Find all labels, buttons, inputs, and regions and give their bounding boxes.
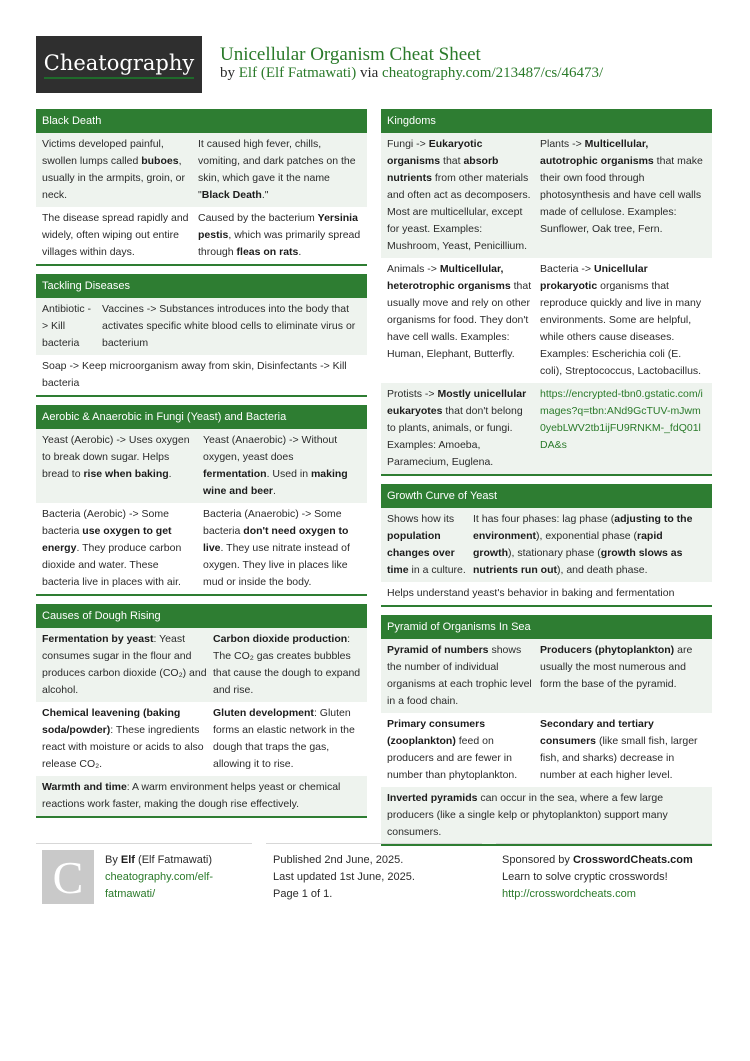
left-column (36, 109, 367, 826)
footer-author: By Elf (Elf Fatmawati) cheatography.com/elf-fatmawati/ (105, 852, 225, 903)
table-row: Helps understand yeast's behavior in baking and fermentation (387, 587, 675, 599)
table-row (36, 133, 367, 207)
table-row (36, 628, 367, 702)
table-cell: Secondary and tertiary consumers (like small fish, larger fish, and sharks) decrease in number at each higher level. (540, 718, 698, 781)
section-title: Aerobic & Anaerobic in Fungi (Yeast) and Bacteria (36, 405, 367, 429)
table-cell: Animals -> Multicellular, heterotrophic organisms that usually move and rely on other organisms for food. They don't have cell walls. Examples: Human, Elephant, Butterfly. (387, 263, 532, 360)
footer-sponsor: Sponsored by CrosswordCheats.com Learn to solve cryptic crosswords! http://crosswordcheats.com (502, 852, 693, 903)
author-name[interactable]: Elf (120, 854, 135, 866)
table-cell: Primary consumers (zooplankton) feed on producers and are fewer in number than phytoplankton. (387, 718, 518, 781)
table-row (36, 503, 367, 594)
table-row (381, 383, 712, 474)
sponsor-link[interactable]: http://crosswordcheats.com (502, 888, 636, 900)
sheet-url-link[interactable]: cheatography.com/213487/cs/46473/ (382, 65, 604, 81)
table-row (381, 713, 712, 787)
section-tackling-diseases (36, 274, 367, 397)
table-cell: Victims developed painful, swollen lumps called buboes, usually in the armpits, groin, or neck. (42, 138, 185, 201)
table-row: Warmth and time: A warm environment helps yeast or chemical reactions work faster, making the dough rise effectively. (36, 776, 367, 816)
footer-publish-info: Published 2nd June, 2025. Last updated 1st June, 2025. Page 1 of 1. (273, 854, 415, 900)
table-row (381, 639, 712, 713)
sponsor-name[interactable]: CrosswordCheats.com (572, 854, 693, 866)
table-row: Inverted pyramids can occur in the sea, where a few large producers (like a single kelp or phytoplankton) support many consumers. (381, 787, 712, 844)
section-title: Kingdoms (381, 109, 712, 133)
author-link[interactable]: Elf (Elf Fatmawati) (238, 65, 357, 81)
table-cell: It has four phases: lag phase (adjusting to the environment), exponential phase (rapid growth), stationary phase (growth slows as nutrients run out), and death phase. (473, 513, 693, 576)
section-black-death (36, 109, 367, 266)
right-column (381, 109, 712, 854)
section-title: Pyramid of Organisms In Sea (381, 615, 712, 639)
byline: by Elf (Elf Fatmawati) via cheatography.com/213487/cs/46473/ (220, 65, 604, 81)
table-row (381, 508, 712, 582)
section-pyramid (381, 615, 712, 846)
section-title: Growth Curve of Yeast (381, 484, 712, 508)
table-cell: Bacteria (Anaerobic) -> Some bacteria don't need oxygen to live. They use nitrate instead of oxygen. They live in places like mud or inside the body. (203, 508, 350, 588)
table-cell: Fermentation by yeast: Yeast consumes sugar in the flour and produces carbon dioxide (CO₂) and alcohol. (42, 633, 207, 696)
page-title: Unicellular Organism Cheat Sheet (220, 44, 481, 65)
table-cell: Carbon dioxide production: The CO₂ gas creates bubbles that cause the dough to expand and rise. (213, 633, 361, 696)
table-row (381, 133, 712, 258)
section-title: Black Death (36, 109, 367, 133)
table-cell: Vaccines -> Substances introduces into the body that activates specific white blood cells to eliminate virus or bacterium (102, 303, 356, 349)
section-dough-rising (36, 604, 367, 818)
table-cell: Chemical leavening (baking soda/powder): These ingredients react with moisture or acids to also release CO₂. (42, 707, 204, 770)
table-cell: Antibiotic -> Kill bacteria (42, 303, 92, 349)
table-cell: Pyramid of numbers shows the number of individual organisms at each trophic level in a food chain. (387, 644, 532, 707)
table-row: Soap -> Keep microorganism away from skin, Disinfectants -> Kill bacteria (42, 360, 347, 389)
section-kingdoms (381, 109, 712, 476)
section-title: Causes of Dough Rising (36, 604, 367, 628)
section-aerobic-anaerobic (36, 405, 367, 596)
table-cell: Fungi -> Eukaryotic organisms that absorb nutrients from other materials and often act as decomposers. Most are multicellular, except for yeast. Examples: Mushroom, Yeast, Penicillium. (387, 138, 531, 252)
table-cell: The disease spread rapidly and widely, often wiping out entire villages within days. (42, 212, 189, 258)
table-cell: Producers (phytoplankton) are usually the most numerous and form the base of the pyramid. (540, 644, 693, 690)
table-row (381, 258, 712, 383)
footer-divider (36, 843, 712, 844)
table-cell: It caused high fever, chills, vomiting, and dark patches on the skin, which gave it the name "Black Death." (198, 138, 356, 201)
section-title: Tackling Diseases (36, 274, 367, 298)
author-profile-link[interactable]: cheatography.com/elf-fatmawati/ (105, 871, 214, 900)
table-row (36, 298, 367, 355)
table-row (36, 429, 367, 503)
table-cell: Shows how its population changes over time in a culture. (387, 513, 466, 576)
table-cell: Bacteria -> Unicellular prokaryotic organisms that reproduce quickly and live in many environments. Some are helpful, while others cause diseases. Examples: Escherichia coli (E. coli), Streptococcus, Lactobacillus. (540, 263, 702, 377)
table-cell: Plants -> Multicellular, autotrophic organisms that make their own food through photosynthesis and have cell walls made of cellulose. Examples: Sunflower, Oak tree, Fern. (540, 138, 703, 235)
avatar: C (42, 850, 94, 904)
table-row (36, 207, 367, 264)
table-cell: Yeast (Aerobic) -> Uses oxygen to break down sugar. Helps bread to rise when baking. (42, 434, 190, 480)
table-cell: Yeast (Anaerobic) -> Without oxygen, yeast does fermentation. Used in making wine and beer. (203, 434, 348, 497)
section-growth-curve (381, 484, 712, 607)
table-row (36, 702, 367, 776)
table-cell: Protists -> Mostly unicellular eukaryotes that don't belong to plants, animals, or fungi. Examples: Amoeba, Paramecium, Euglena. (387, 388, 527, 468)
table-cell: Caused by the bacterium Yersinia pestis, which was primarily spread through fleas on rats. (198, 212, 361, 258)
image-link[interactable]: https://encrypted-tbn0.gstatic.com/images?q=tbn:ANd9GcTUV-mJwm0yebLWV2tb1ijFU9RNKM-_fdQ01lDA&s (540, 388, 703, 451)
table-cell: Gluten development: Gluten forms an elastic network in the dough that traps the gas, allowing it to rise. (213, 707, 355, 770)
cheatography-logo[interactable]: Cheatography (36, 36, 202, 93)
table-cell: Bacteria (Aerobic) -> Some bacteria use oxygen to get energy. They produce carbon dioxide and water. These bacteria live in places with air. (42, 508, 182, 588)
